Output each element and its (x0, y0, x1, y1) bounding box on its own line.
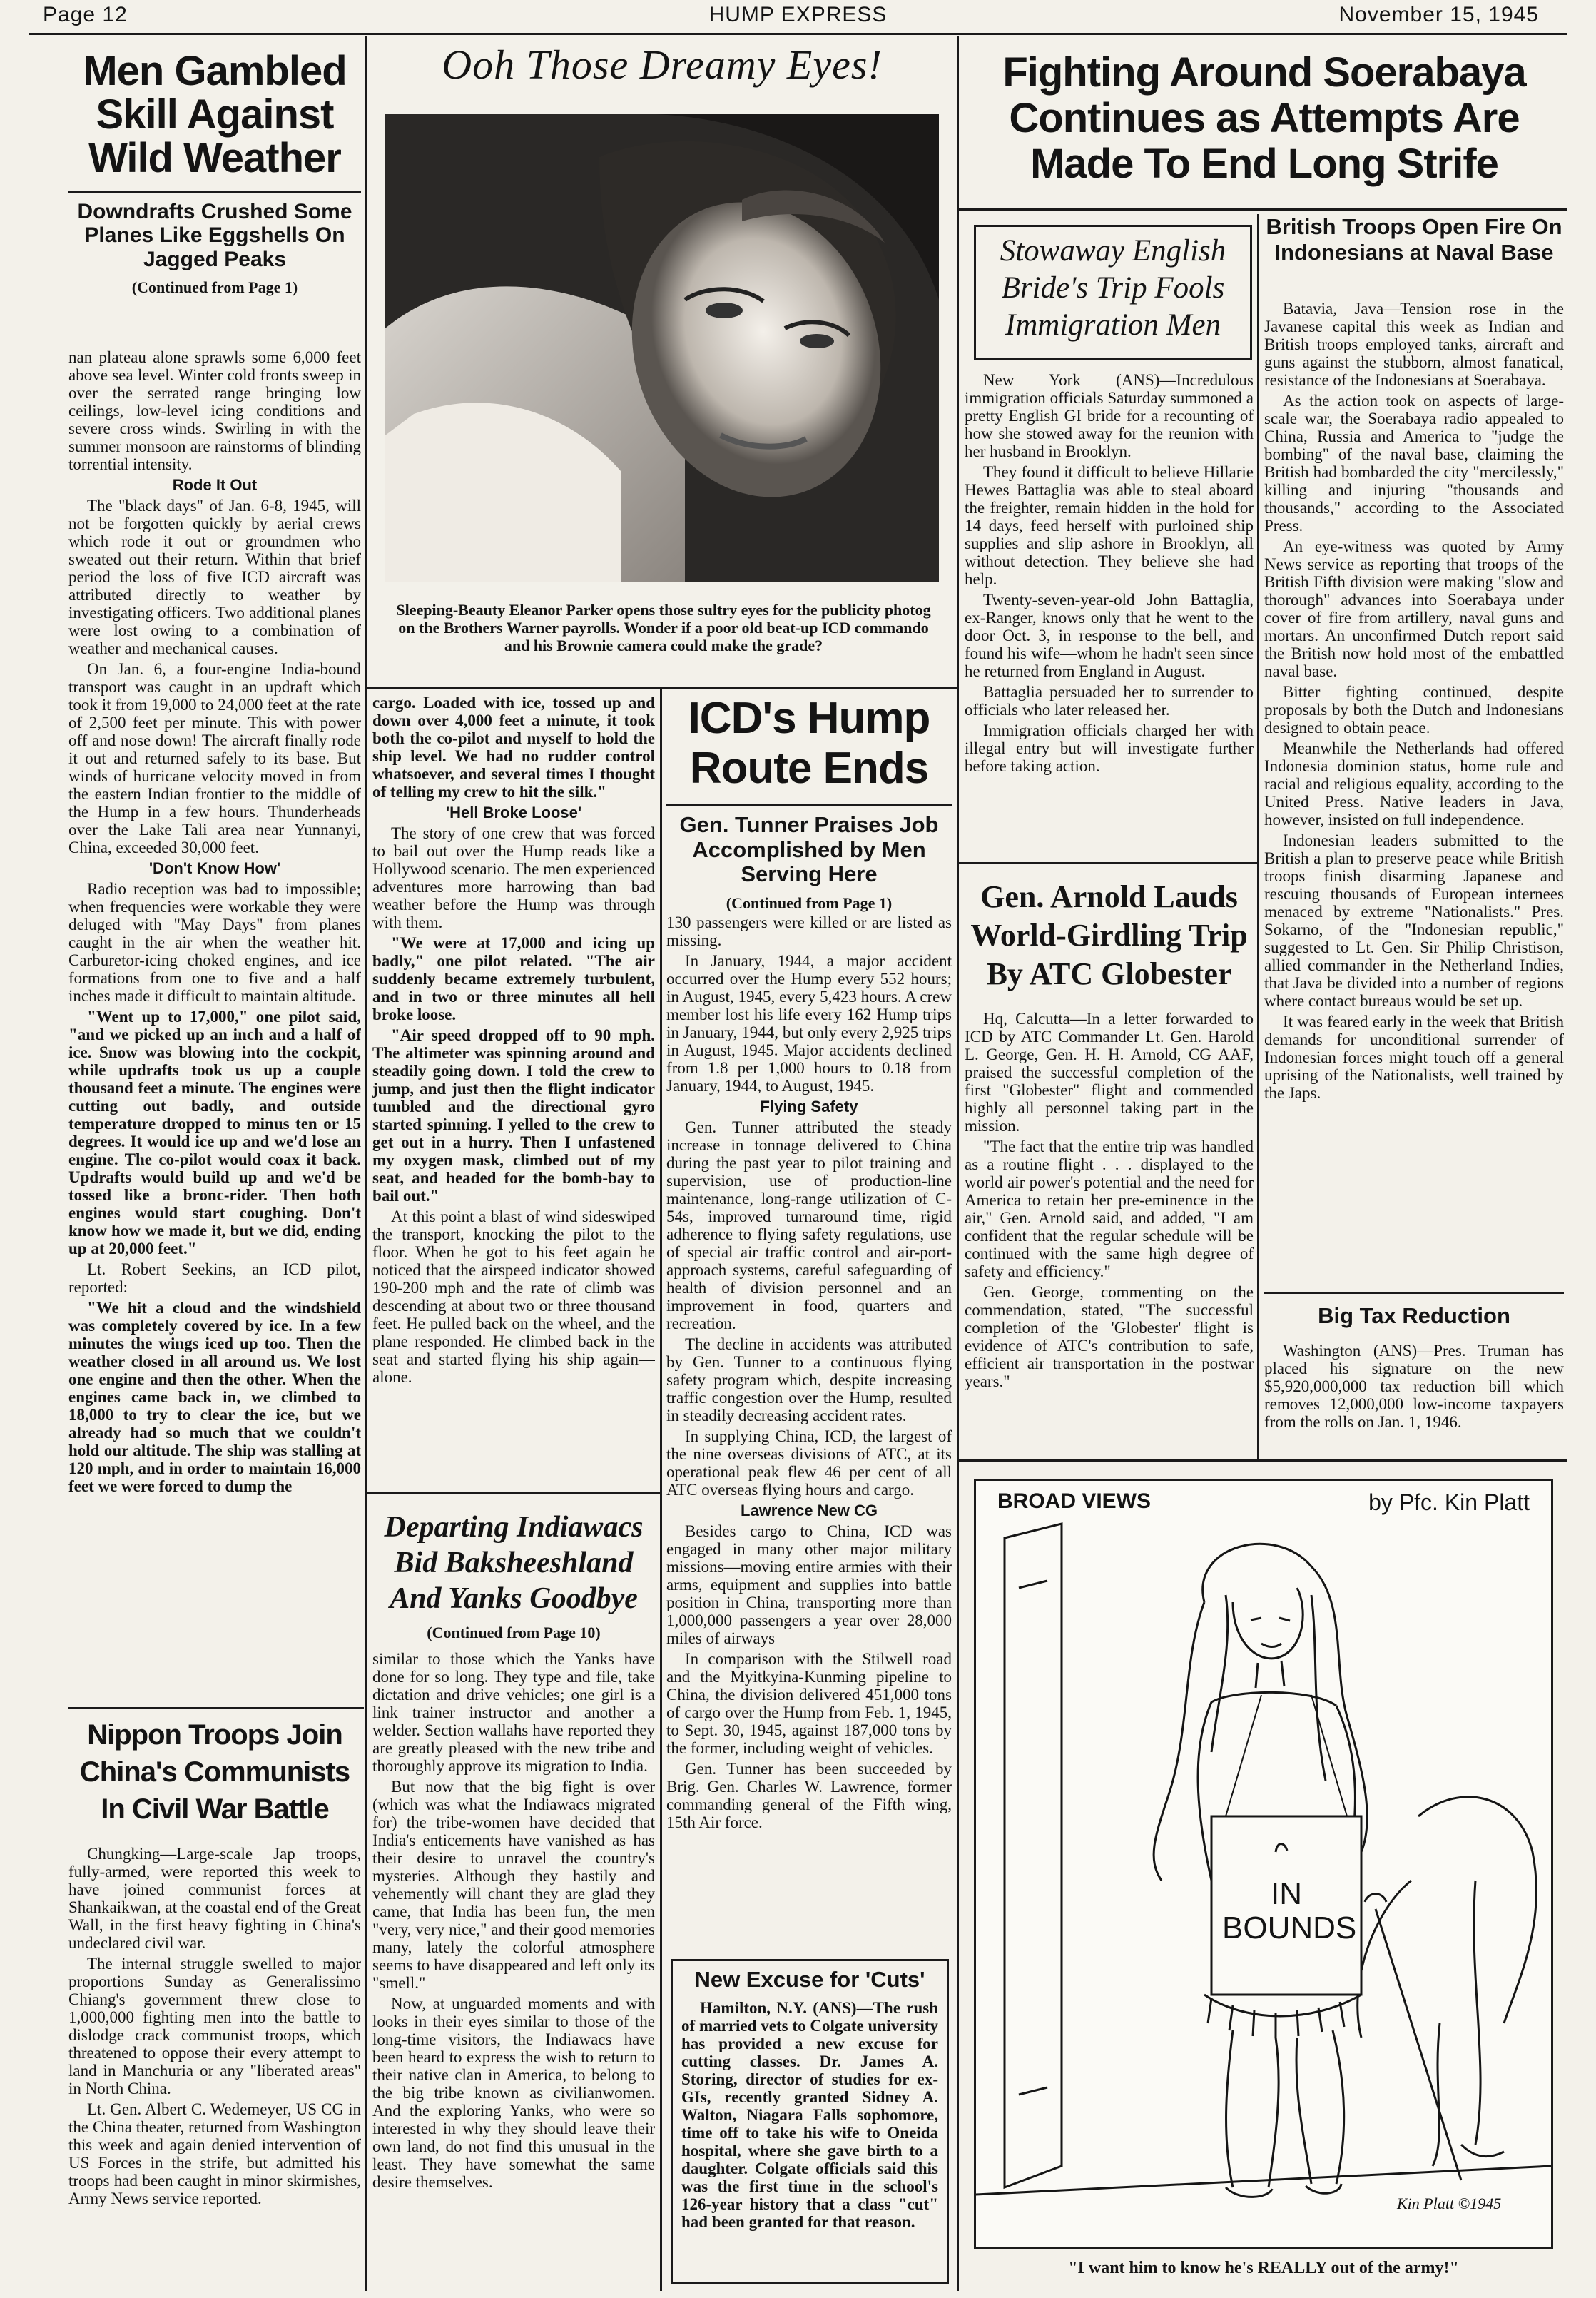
headline: Big Tax Reduction (1318, 1303, 1510, 1328)
subhead: Flying Safety (760, 1098, 858, 1115)
paragraph: It was feared early in the week that British demands for unconditional surrender of Indonesian forces might touch off a general uprising of the Nationalists, well trained by the Japs. (1264, 1013, 1564, 1102)
column-rule (365, 36, 367, 2291)
cartoon-caption: "I want him to know he's REALLY out of the army!" (1068, 2259, 1459, 2277)
banner-rule (957, 208, 1567, 211)
story-indiawacs (372, 1509, 655, 1646)
headline: New Excuse for 'Cuts' (694, 1967, 925, 1992)
sign-line: IN (1271, 1876, 1302, 1911)
headline: Stowaway English Bride's Trip Fools Immigration Men (1000, 234, 1226, 342)
deck: Downdrafts Crushed Some Planes Like Eggshells On Jagged Peaks (77, 199, 352, 271)
paragraph: Hq, Calcutta—In a letter forwarded to ICD by ATC Commander Lt. Gen. Harold L. George, Gen. H. H. Arnold, CG AAF, praised the successful completion of the first "Globester" flight and commended highly all personnel taking part in the mission. (965, 1010, 1254, 1135)
story-gen-arnold-body (965, 1010, 1254, 1449)
paragraph: Lt. Robert Seekins, an ICD pilot, reported: (68, 1260, 361, 1296)
continued-line: (Continued from Page 1) (726, 894, 893, 913)
column-rule (957, 36, 959, 2291)
story-tax-reduction-body (1264, 1342, 1564, 1449)
story-gen-arnold (965, 878, 1254, 993)
story-new-excuse-box (671, 1959, 949, 2284)
paragraph: Gen. Tunner has been succeeded by Brig. Gen. Charles W. Lawrence, former commanding general of the Fifth wing, 15th Air force. (666, 1760, 952, 1831)
subhead: 'Don't Know How' (148, 859, 281, 877)
story-british-troops (1264, 214, 1564, 265)
paragraph: "Went up to 17,000," one pilot said, "and we picked up an inch and a half of ice. Snow was blowing into the cockpit, while updrafts took us up a couple thousand feet a minute. The engines were cutting out badly, and outside temperature dropped to minus ten or 15 degrees. It would ice up and we'd lose an engine. The co-pilot would coax it back. Updrafts would build up and we'd be tossed like a bronc-rider. Then both engines would start coughing. Don't know how we made it, but we did, ending up at 20,000 feet." (68, 1008, 361, 1257)
paragraph: In January, 1944, a major accident occurred over the Hump every 552 hours; in August, 1945, every 5,423 hours. A crew member lost his life every 162 Hump trips in January, 1944, but only every 2,925 trips in August, 1945. Major accidents declined from 1.8 per 1,000 hours to 0.18 from January, 1944, to August, 1945. (666, 952, 952, 1095)
story-men-gambled-header (68, 50, 361, 301)
paragraph: On Jan. 6, a four-engine India-bound transport was caught in an updraft which took it from 19,000 to 24,000 feet at the rate of 2,500 feet per minute. This with power off and nose down! The aircraft finally rode it out and returned safely to its base. But winds of hurricane velocity moved in from the eastern Indian frontier to the middle of the Hump in a few hours. Thunderheads over the Lake Tali area near Yunnanyi, China, exceeded 30,000 feet. (68, 660, 361, 856)
story-rule (1264, 1292, 1564, 1294)
subhead: Rode It Out (172, 476, 258, 494)
paragraph: Indonesian leaders submitted to the British a plan to preserve peace while British troops finish disarming Japanese and rescuing thousands of European internees menaced by extreme "Nationalists." Pres. Sokarno, of the "Indonesian republic," suggested to Lt. Gen. Sir Philip Christison, allied commander in the Netherland Indies, that Java be divided into a number of regions where contact bureaus would be set up. (1264, 831, 1564, 1010)
cartoon-rule (957, 1459, 1567, 1462)
column-rule (1257, 214, 1259, 1459)
headline: Gen. Arnold Lauds World-Girdling Trip By ATC Globester (970, 879, 1248, 991)
sign-text (1222, 1876, 1357, 1945)
paragraph: Batavia, Java—Tension rose in the Javanese capital this week as Indian and British troops employed tanks, aircraft and guns against the stubborn, almost fanatical, resistance of the Indonesians at Soerabaya. (1264, 300, 1564, 389)
paragraph: Radio reception was bad to impossible; when frequencies were workable they were deluged with "May Days" from planes caught in the air when the weather hit. Carburetor-icing choked engines, and ice formations from one to five and a half inches made it difficult to maintain altitude. (68, 880, 361, 1005)
paragraph: cargo. Loaded with ice, tossed up and down over 4,000 feet a minute, it took both the co-pilot and myself to hold the ship level. We had no rudder control whatsoever, and several times I thought of telling my crew to hit the silk." (372, 694, 655, 801)
deck: Gen. Tunner Praises Job Accomplished by Men Serving Here (679, 812, 939, 887)
headline: Departing Indiawacs Bid Baksheeshland And Yanks Goodbye (384, 1511, 644, 1615)
cartoon-title: BROAD VIEWS (997, 1489, 1152, 1513)
paragraph: Now, at unguarded moments and with looks in their eyes similar to those of the long-time visitors, the Indiawacs have been heard to express the wish to return to their native clan in America, to belong to the big tribe known as civilianwomen. And the exploring Yanks, who were so interested in why they should leave their own land, do not find this unusual in the least. They have somewhat the same desire themselves. (372, 1995, 655, 2191)
story-stowaway-body (965, 371, 1254, 871)
sign-line: BOUNDS (1222, 1910, 1357, 1945)
paragraph: Immigration officials charged her with illegal entry but will investigate further before taking action. (965, 722, 1254, 775)
photo-feature (372, 43, 952, 88)
paper-title: HUMP EXPRESS (708, 3, 888, 26)
paragraph: nan plateau alone sprawls some 6,000 feet above sea level. Winter cold fronts sweep in over the serrated range bringing low ceilings, low-level icing conditions and severe cross winds. Swirling in with the summer monsoon are rainstorms of blinding torrential intensity. (68, 348, 361, 473)
subhead: 'Hell Broke Loose' (445, 804, 582, 821)
paragraph: Chungking—Large-scale Jap troops, fully-armed, were reported this week to have joined communist forces at Shankaikwan, at the coastal end of the Great Wall, in the first heavy fighting in China's undeclared civil war. (68, 1845, 361, 1952)
paragraph: Washington (ANS)—Pres. Truman has placed his signature on the new $5,920,000,000 tax reduction bill which removes 12,000,000 low-income taxpayers from the rolls on Jan. 1, 1946. (1264, 1342, 1564, 1431)
paragraph: An eye-witness was quoted by Army News service as reporting that troops of the British Fifth division were making "slow and thorough" advances into Soerabaya under cover of fire from artillery, naval guns and mortars. An unconfirmed Dutch report said the British now hold most of the embattled naval base. (1264, 537, 1564, 680)
paragraph: In comparison with the Stilwell road and the Myitkyina-Kunming pipeline to China, the division delivered 451,000 tons of cargo over the Hump from Feb. 1, 1945, to Sept. 30, 1945, against 187,000 tons by the former, including weight of vehicles. (666, 1650, 952, 1757)
story-british-troops-body (1264, 300, 1564, 1252)
story-rule (365, 1492, 661, 1494)
paragraph: As the action took on aspects of large-scale war, the Soerabaya radio appealed to China, Russia and America to "judge the bombing" of the naval base, claiming the British had bombarded the city "mercilessly," killing and injuring "thousands and thousands," according to the Associated Press. (1264, 392, 1564, 535)
story-men-gambled-col1 (68, 348, 361, 1704)
story-rule (957, 862, 1257, 864)
headline: ICD's Hump Route Ends (688, 694, 930, 793)
story-nippon-troops-body (68, 1845, 361, 2291)
headline: Ooh Those Dreamy Eyes! (442, 41, 883, 88)
paragraph: "We hit a cloud and the windshield was completely covered by ice. In a few minutes the wings iced up too. Then the weather closed in all around us. We lost one engine and then the other. When the engines came back in, we climbed to 18,000 to try to clear the ice, but we already had so much that we couldn't hold our altitude. The ship was stalling at 120 mph, and in order to maintain 16,000 feet we were forced to dump the (68, 1299, 361, 1495)
paragraph: The story of one crew that was forced to bail out over the Hump reads like a Hollywood scenario. The men experienced adventures more harrowing than bad weather before the Hump was through with them. (372, 824, 655, 931)
cartoon-byline: by Pfc. Kin Platt (1368, 1489, 1530, 1515)
paragraph: The "black days" of Jan. 6-8, 1945, will not be forgotten quickly by aerial crews which rode it out or groundmen who sweated out their return. Within that brief period the loss of five ICD aircraft was attributed directly to weather by investigating officers. Two additional planes were lost owing to a combination of weather and mechanical causes. (68, 497, 361, 657)
paragraph: But now that the big fight is over (which was what the Indiawacs migrated for) the tribe-women have decided that India's enticements have vanished as has their desire to unravel the country's mysteries. Although they hastily and vehemently will chant they are glad they came, that India has been fun, the men "very, very nice," and their good memories many, lately the colorful atmosphere seems to have disappeared and left only its "smell." (372, 1778, 655, 1992)
story-indiawacs-body (372, 1650, 655, 2291)
masthead-rule (29, 33, 1567, 35)
paragraph: "We were at 17,000 and icing up badly," one pilot related. "The air suddenly became extremely turbulent, and in two or three minutes all hell broke loose. (372, 934, 655, 1023)
cartoon-broad-views (974, 1479, 1553, 2249)
column-rule (660, 689, 662, 2291)
paragraph: similar to those which the Yanks have done for so long. They type and file, take dictation and drive vehicles; one girl is a link trainer instructor and another a welder. Section wallahs have reported they are greatly pleased with the new tribe and thoroughly approve its migration to India. (372, 1650, 655, 1775)
story-hump-route (666, 694, 952, 917)
artist-signature: Kin Platt ©1945 (1397, 2195, 1502, 2212)
headline: Fighting Around Soerabaya Continues as Attempts Are Made To End Long Strife (1002, 49, 1526, 187)
story-nippon-troops (68, 1716, 361, 1828)
headline: British Troops Open Fire On Indonesians at Naval Base (1266, 214, 1562, 265)
paragraph: They found it difficult to believe Hillarie Hewes Battaglia was able to steal aboard the freighter, remain hidden in the hold for 14 days, feed herself with purloined ship supplies and slip ashore in Brooklyn, all without detection. They believe she had help. (965, 463, 1254, 588)
story-stowaway-head-box (974, 225, 1252, 360)
paragraph: Hamilton, N.Y. (ANS)—The rush of married vets to Colgate university has provided a new excuse for cutting classes. Dr. James A. Storing, director of studies for ex-GIs, recently granted Sidney A. Walton, Niagara Falls sophomore, time off to take his wife to Oneida hospital, where she gave birth to a daughter. Colgate officials said this was the first time in the school's 126-year history that a class "cut" had been granted for that reason. (681, 1998, 938, 2231)
paragraph: The decline in accidents was attributed by Gen. Tunner to a continuous flying safety program which, despite increasing traffic congestion over the Hump, resulted in steadily decreasing accident rates. (666, 1335, 952, 1424)
paragraph: Lt. Gen. Albert C. Wedemeyer, US CG in the China theater, returned from Washington this week and again denied intervention of US Forces in the strife, but admitted his troops had been caught in minor skirmishes, Army News service reported. (68, 2100, 361, 2207)
headline: Men Gambled Skill Against Wild Weather (83, 48, 347, 181)
paragraph: Bitter fighting continued, despite proposals by both the Dutch and Indonesians designed to obtain peace. (1264, 683, 1564, 737)
paragraph: 130 passengers were killed or are listed as missing. (666, 913, 952, 949)
paragraph: New York (ANS)—Incredulous immigration officials Saturday summoned a pretty English GI bride for a recounting of how she stowed away for the reunion with her husband in Brooklyn. (965, 371, 1254, 460)
story-hump-route-body (666, 913, 952, 1952)
paragraph: Gen. Tunner attributed the steady increase in tonnage delivered to China during the past year to pilot training and supervision, use of production-line maintenance, long-range utilization of C-54s, improved turnaround time, rigid adherence to flying safety regulations, use of special air traffic control and air-port-approach systems, careful safeguarding of health of division personnel and an improvement in food, quarters and recreation. (666, 1118, 952, 1332)
cartoon-drawing (976, 1481, 1551, 2247)
issue-date: November 15, 1945 (1338, 3, 1539, 26)
paragraph: At this point a blast of wind sideswiped the transport, knocking the pilot to the floor. When he got to his feet again he noticed that the airspeed indicator showed 190-200 mph and the rate of climb was descending at about two or three thousand feet. He pulled back on the wheel, and the plane responded. He climbed back in the seat and started flying his ship again—alone. (372, 1208, 655, 1386)
photo-caption: Sleeping-Beauty Eleanor Parker opens those sultry eyes for the publicity photog on the Brothers Warner payrolls. Wonder if a poor old beat-up ICD commando and his Brownie camera could make the grade? (396, 601, 931, 654)
paragraph: Meanwhile the Netherlands had offered Indonesia dominion status, home rule and racial and religious equality, according to the United Press. Native leaders in Java, however, insisted on full independence. (1264, 739, 1564, 829)
paragraph: Twenty-seven-year-old John Battaglia, ex-Ranger, knows only that he went to the door Oct. 3, in response to the bell, and found his wife—whom he hadn't seen since he returned from England in August. (965, 591, 1254, 680)
paragraph: The internal struggle swelled to major proportions Sunday as Generalissimo Chiang's government threw close to 1,000,000 fighting men into the battle to dislodge crack communist troops, which threatened to oppose their every attempt to land in Manchuria or any "liberated areas" in North China. (68, 1955, 361, 2097)
continued-line: (Continued from Page 1) (131, 278, 298, 297)
photo-rule (365, 687, 957, 689)
continued-line: (Continued from Page 10) (427, 1624, 601, 1641)
portrait-image (385, 114, 939, 582)
eleanor-parker-photo (385, 114, 939, 582)
headline: Nippon Troops Join China's Communists In Civil War Battle (79, 1719, 350, 1825)
paragraph: "Air speed dropped off to 90 mph. The altimeter was spinning around and steadily going down. I told the crew to jump, and just then the flight indicator tumbled and the directional gyro started spinning. I yelled to the crew to get out in a hurry. Then I unfastened my oxygen mask, climbed out of my seat, and headed for the bomb-bay to bail out." (372, 1026, 655, 1205)
paragraph: Battaglia persuaded her to surrender to officials who later released her. (965, 683, 1254, 719)
story-soerabaya-banner (965, 50, 1564, 187)
subhead: Lawrence New CG (741, 1502, 878, 1519)
paragraph: Besides cargo to China, ICD was engaged in many other major military missions—moving entire armies with their arms, equipment and supplies into battle position in China, transporting more than 1,000,000 passengers a year over 28,000 miles of airways (666, 1522, 952, 1647)
paragraph: "The fact that the entire trip was handled as a routine flight . . . displayed to the world air power's potential and the need for America to retain her pre-eminence in the air," Gen. Arnold said, and added, "I am confident that the regular schedule will be continued with the same high degree of safety and efficiency." (965, 1138, 1254, 1280)
paragraph: In supplying China, ICD, the largest of the nine overseas divisions of ATC, at its operational peak flew 46 per cent of all ATC overseas flying hours and cargo. (666, 1427, 952, 1499)
paragraph: Gen. George, commenting on the commendation, stated, "The successful completion of the 'Globester' flight is evidence of ATC's contribution to safe, efficient air transportation in the postwar years." (965, 1283, 1254, 1390)
story-rule (68, 1707, 364, 1709)
page-number: Page 12 (43, 3, 128, 26)
story-men-gambled-col2 (372, 694, 655, 1475)
story-tax-reduction (1264, 1305, 1564, 1328)
